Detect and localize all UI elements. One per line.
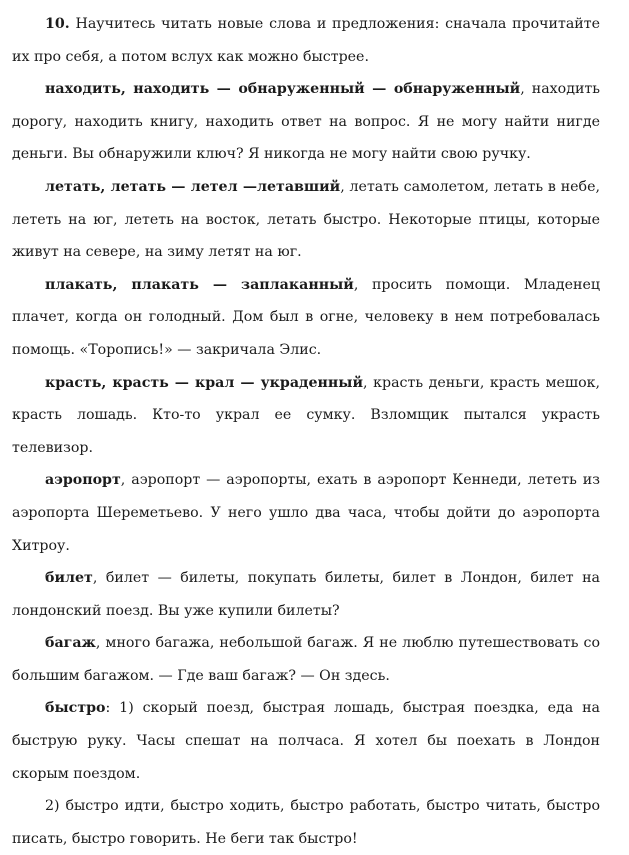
vocab-headword: летать, летать — летел —летавший — [45, 178, 341, 195]
exercise-instruction-paragraph — [12, 8, 600, 73]
exercise-instruction: Научитесь читать новые слова и предложения: сначала прочитайте их про себя, а потом вслух как можно быстрее. — [12, 16, 600, 65]
exercise-page — [12, 8, 600, 855]
vocab-headword: багаж — [45, 635, 96, 652]
vocab-headword: быстро — [45, 700, 106, 717]
vocab-entry — [12, 171, 600, 269]
vocab-examples: , много багажа, небольшой багаж. Я не люблю путешествовать со большим багажом. — Где ваш багаж? — Он здесь. — [12, 635, 600, 684]
vocab-entry — [12, 269, 600, 367]
vocab-headword: билет — [45, 570, 93, 587]
vocab-examples: , билет — билеты, покупать билеты, билет в Лондон, билет на лондонский поезд. Вы уже купили билеты? — [12, 570, 600, 619]
vocab-examples: , аэропорт — аэропорты, ехать в аэропорт Кеннеди, лететь из аэропорта Шереметьево. У него ушло два часа, чтобы дойти до аэропорта Хитроу. — [12, 472, 600, 554]
vocab-entry — [12, 627, 600, 692]
vocab-entry — [12, 367, 600, 465]
vocab-entry-continuation: 2) быстро идти, быстро ходить, быстро работать, быстро читать, быстро писать, быстро говорить. Не беги так быстро! — [12, 798, 600, 847]
vocab-entry — [12, 73, 600, 171]
vocab-headword: красть, красть — крал — украденный — [45, 374, 364, 391]
vocab-examples: , просить помощи. Младенец плачет, когда он голодный. Дом был в огне, человеку в нем потребовалась помощь. «Торопись!» — закричала Элис. — [12, 276, 600, 358]
vocab-headword: плакать, плакать — заплаканный — [45, 276, 354, 293]
vocab-examples: , летать самолетом, летать в небе, лететь на юг, лететь на восток, летать быстро. Некоторые птицы, которые живут на севере, на зиму летят на юг. — [12, 178, 600, 261]
vocab-entry — [12, 692, 600, 790]
vocab-headword: находить, находить — обнаруженный — обнаруженный — [45, 81, 521, 98]
vocab-examples: : 1) скорый поезд, быстрая лошадь, быстрая поездка, еда на быструю руку. Часы спешат на полчаса. Я хотел бы поехать в Лондон скорым поездом. — [12, 700, 600, 782]
vocab-entry — [12, 464, 600, 562]
vocab-entry — [12, 562, 600, 627]
vocab-headword: аэропорт — [45, 472, 121, 489]
vocab-examples: , красть деньги, красть мешок, красть лошадь. Кто-то украл ее сумку. Взломщик пытался украсть телевизор. — [12, 374, 600, 456]
exercise-number: 10. — [45, 16, 70, 32]
vocab-examples: , находить дорогу, находить книгу, находить ответ на вопрос. Я не могу найти нигде деньги. Вы обнаружили ключ? Я никогда не могу найти свою ручку. — [12, 81, 600, 163]
